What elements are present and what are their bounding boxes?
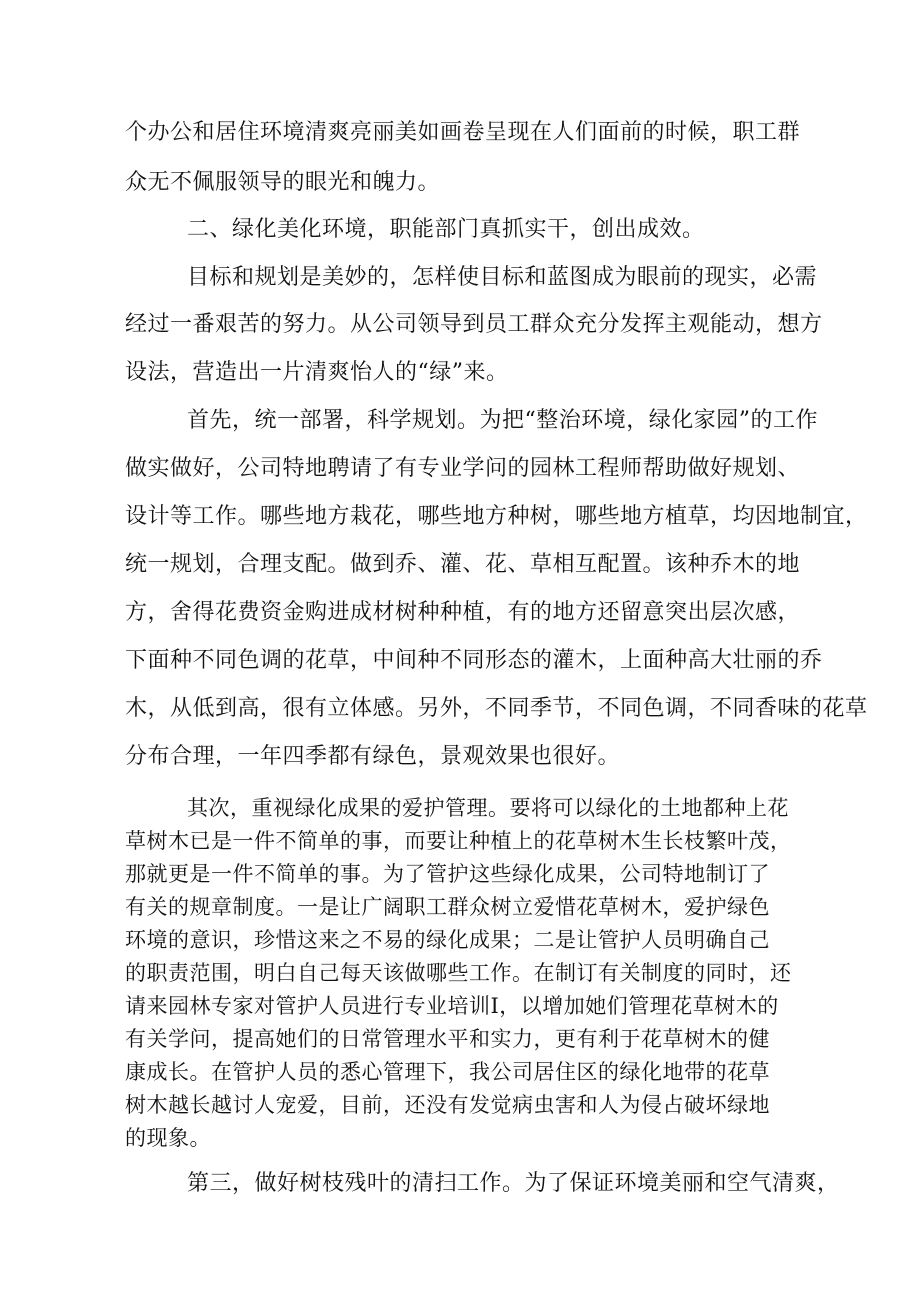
body-line: 众无不佩服领导的眼光和魄力。 [125,170,441,195]
body-line: 统一规划，合理支配。做到乔、灌、花、草相互配置。该种乔木的地 [125,552,801,577]
body-line: 的现象。 [125,1126,211,1150]
body-line: 草树木已是一件不简单的事，而要让种植上的花草树木生长枝繁叶茂， [125,829,792,853]
body-line: 有关的规章制度。一是让广阔职工群众树立爱惜花草树木，爱护绿色 [125,895,770,919]
body-line: 树木越长越讨人宠爱，目前，还没有发觉病虫害和人为侵占破坏绿地 [125,1093,770,1117]
body-line: 下面种不同色调的花草，中间种不同形态的灌木，上面种高大壮丽的乔 [125,648,823,673]
body-line: 那就更是一件不简单的事。为了管护这些绿化成果，公司特地制订了 [125,862,770,886]
body-line: 目标和规划是美妙的，怎样使目标和蓝图成为眼前的现实，必需 [187,265,818,290]
body-line: 个办公和居住环境清爽亮丽美如画卷呈现在人们面前的时候，职工群 [125,120,801,145]
body-line: 首先，统一部署，科学规划。为把“整治环境，绿化家园”的工作 [187,408,818,433]
body-line: 的职责范围，明白自己每天该做哪些工作。在制订有关制度的同时，还 [125,961,792,985]
body-line: 方，舍得花费资金购进成材树种种植，有的地方还留意突出层次感， [125,600,801,625]
body-line: 经过一番艰苦的努力。从公司领导到员工群众充分发挥主观能动，想方 [125,312,823,337]
body-line: 分布合理，一年四季都有绿色，景观效果也很好。 [125,744,621,769]
body-line: 设计等工作。哪些地方栽花，哪些地方种树，哪些地方植草，均因地制宜， [125,504,868,529]
body-line: 第三，做好树枝残叶的清扫工作。为了保证环境美丽和空气清爽， [187,1171,840,1196]
body-line: 有关学问，提高她们的日常管理水平和实力，更有利于花草树木的健 [125,1027,770,1051]
body-line: 康成长。在管护人员的悉心管理下，我公司居住区的绿化地带的花草 [125,1060,770,1084]
body-line: 做实做好，公司特地聘请了有专业学问的园林工程师帮助做好规划、 [125,456,801,481]
body-line: 木，从低到高，很有立体感。另外，不同季节，不同色调，不同香味的花草 [125,696,868,721]
body-line: 请来园林专家对管护人员进行专业培训I，以增加她们管理花草树木的 [125,994,779,1018]
body-line: 其次，重视绿化成果的爱护管理。要将可以绿化的土地都种上花 [187,796,789,820]
body-line: 环境的意识，珍惜这来之不易的绿化成果；二是让管护人员明确自己 [125,928,770,952]
body-line: 设法，营造出一片清爽怡人的“绿”来。 [125,360,509,385]
section-heading: 二、绿化美化环境，职能部门真抓实干，创出成效。 [187,217,705,242]
